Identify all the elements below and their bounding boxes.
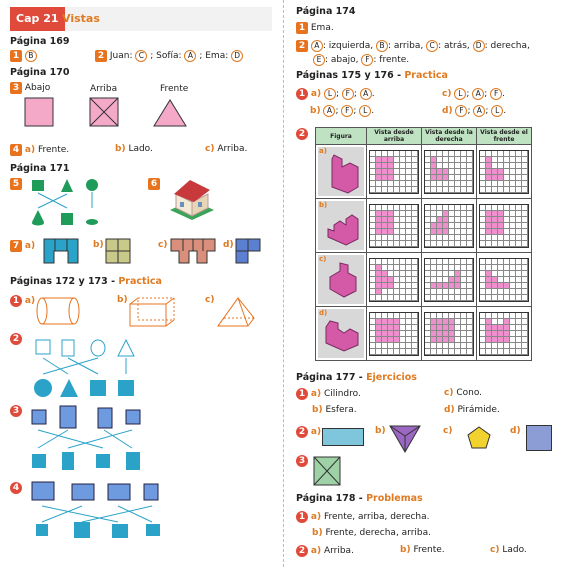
exercise-number-2: 2 [296, 128, 308, 140]
exercise-number-1: 1 [296, 88, 308, 100]
p177-ex1-c [444, 388, 482, 398]
p178-ex1-a [296, 511, 430, 523]
p175-ex1-b: b) A ; F ; L . [310, 106, 375, 116]
heading-sub: Ejercicios [366, 372, 417, 383]
p174-ex2-line2 [313, 54, 409, 66]
label-c: c) [442, 89, 452, 99]
p178-ex2-c [490, 545, 527, 555]
answer-circle: L [454, 88, 466, 100]
square-shape [526, 425, 552, 451]
label-b: b) [400, 545, 411, 555]
chapter-number: Cap 21 [10, 7, 65, 31]
answer-circle: C [135, 50, 147, 62]
sphere-icon [86, 179, 98, 191]
exercise-number-2: 2 [10, 333, 22, 345]
label-d: d) [444, 405, 455, 415]
exercise-number-1: 1 [10, 50, 22, 62]
square-abajo [25, 98, 53, 126]
answer-text: : atrás, [438, 41, 470, 51]
exercise-number-3: 3 [296, 455, 308, 467]
label-c: c) [443, 426, 453, 436]
grid-view [424, 312, 474, 356]
label-juan: Juan: [109, 51, 133, 61]
label-a: a) [24, 296, 36, 306]
exercise-number-2: 2 [296, 426, 308, 438]
heading-text: Página 177 - [296, 372, 363, 383]
answer-circle: F [341, 105, 353, 117]
label-a: a) [24, 145, 36, 155]
label-b: b) [312, 528, 323, 538]
grid-view [369, 312, 419, 356]
p171-ex6 [148, 178, 160, 190]
label-a: a) [310, 512, 322, 522]
p177-ex2 [296, 426, 321, 438]
p172-ex4 [10, 482, 22, 494]
exercise-number-7: 7 [10, 240, 22, 252]
label-ema: ; Ema: [199, 51, 229, 61]
table-row [316, 253, 532, 307]
cube-icon [32, 180, 44, 191]
grid-view [479, 258, 529, 302]
p172-ex3 [10, 405, 22, 417]
answer-circle: L [359, 105, 371, 117]
exercise-number-6: 6 [148, 178, 160, 190]
label-a: a) [310, 89, 322, 99]
answer-circle: E [313, 54, 325, 66]
answer-circle: B [25, 50, 37, 62]
label-b: b) [310, 106, 321, 116]
table-header-arriba: Vista desde arriba [367, 128, 422, 145]
answer-text: Lado. [128, 144, 153, 154]
p170-ex3 [10, 82, 50, 94]
label-a: a) [310, 546, 322, 556]
label-b: b) [375, 426, 386, 436]
p170-ex4 [10, 144, 69, 156]
label-a: a) [310, 427, 322, 437]
figure-cell [316, 199, 367, 253]
exercise-number-3: 3 [10, 82, 22, 94]
answer-circle: A [184, 50, 196, 62]
answer-circle: A [323, 105, 335, 117]
label-c: c) [444, 388, 454, 398]
p178-ex2-a [296, 545, 354, 557]
answer-text: Ema. [310, 23, 334, 33]
page-170-heading: Página 170 [10, 67, 70, 78]
table-header-frente: Vista desde el frente [477, 128, 532, 145]
answer-text: Frente. [37, 145, 70, 155]
table-header-figura: Figura [316, 128, 367, 145]
heading-sub: Problemas [366, 493, 423, 504]
table-row [316, 199, 532, 253]
answer-text: Pirámide. [457, 405, 500, 415]
row-label: b) [319, 201, 328, 209]
p174-ex2-line1 [296, 40, 530, 52]
answer-circle: D [231, 50, 243, 62]
answer-text: Frente, derecha, arriba. [325, 528, 432, 538]
figure-cell [316, 253, 367, 307]
grid-view [424, 150, 474, 194]
p175-ex2 [296, 128, 308, 140]
label-arriba: Arriba [90, 84, 118, 94]
rectangle-shape [322, 428, 364, 446]
answer-circle: A [472, 88, 484, 100]
heading-text: Página 178 - [296, 493, 363, 504]
shape-7c [170, 238, 216, 264]
figure-cell [316, 307, 367, 361]
row-label: d) [319, 309, 328, 317]
answer-text: : frente. [373, 55, 410, 65]
exercise-number-2: 2 [95, 50, 107, 62]
chapter-title: Vistas [62, 12, 100, 25]
grid-view [369, 258, 419, 302]
label-b: b) [115, 144, 126, 154]
label-a: a) [310, 389, 322, 399]
answer-text: Cilindro. [323, 389, 361, 399]
p171-ex7 [10, 240, 35, 252]
views-figures [24, 97, 194, 131]
answer-circle: F [490, 88, 502, 100]
triangle-frente [154, 100, 186, 126]
p172-ex2 [10, 333, 22, 345]
answer-text: Lado. [502, 545, 527, 555]
exercise-number-5: 5 [10, 178, 22, 190]
answer-text: Frente, arriba, derecha. [323, 512, 430, 522]
table-row [316, 307, 532, 361]
triangle-shape [388, 424, 422, 454]
grid-view [424, 204, 474, 248]
p178-ex1-b [312, 528, 431, 538]
p177-ex1-d [444, 405, 500, 415]
pyramid-sketch [214, 296, 258, 332]
column-divider [283, 0, 284, 567]
house-figure [168, 176, 216, 222]
answer-circle: F [342, 88, 354, 100]
page-175-heading [296, 70, 448, 81]
heading-sub: Practica [404, 70, 448, 81]
exercise-number-3: 3 [10, 405, 22, 417]
exercise-number-1: 1 [296, 22, 308, 34]
p170-ex4-b [115, 144, 153, 154]
views-table [315, 127, 532, 361]
blocks-views-figure [28, 478, 174, 544]
prism-sketch [128, 296, 178, 328]
answer-text: : abajo, [325, 55, 359, 65]
answer-circle: B [376, 40, 388, 52]
label-c: c) [205, 295, 215, 305]
answer-text: Frente. [413, 545, 445, 555]
answer-circle: L [491, 105, 503, 117]
table-header-derecha: Vista desde la derecha [422, 128, 477, 145]
grid-view [479, 204, 529, 248]
answer-circle: D [473, 40, 485, 52]
answer-text: : izquierda, [322, 41, 374, 51]
answer-circle: F [455, 105, 467, 117]
p170-ex4-c [205, 144, 247, 154]
shape-7a [43, 238, 79, 264]
heading-text: Páginas 172 y 173 - [10, 276, 116, 287]
table-row [316, 145, 532, 199]
row-label: c) [319, 255, 327, 263]
page-174-heading: Página 174 [296, 6, 356, 17]
label-sofia: ; Sofía: [150, 51, 182, 61]
blocks-matching-figure [28, 404, 148, 474]
answer-text: Arriba. [217, 144, 248, 154]
label-d: d) [510, 426, 521, 436]
answer-text: Esfera. [325, 405, 357, 415]
p177-ex3 [296, 455, 308, 467]
page-177-heading [296, 372, 417, 383]
crossed-square-figure [313, 456, 341, 486]
label-c: c) [158, 240, 168, 250]
exercise-number-2: 2 [296, 40, 308, 52]
exercise-number-4: 4 [10, 144, 22, 156]
page-169-heading: Página 169 [10, 36, 70, 47]
row-label: a) [319, 147, 327, 155]
solids-matching-figure [28, 176, 108, 232]
cylinder-sketch [36, 296, 80, 326]
pentagon-shape [466, 425, 492, 451]
p169-ex2 [95, 50, 243, 62]
p174-ex1 [296, 22, 334, 34]
exercise-number-1: 1 [10, 295, 22, 307]
page-178-heading [296, 493, 423, 504]
figure-cell [316, 145, 367, 199]
shape-7d [235, 238, 261, 264]
label-a: a) [24, 241, 36, 251]
p175-ex1-c: c) L ; A ; F . [442, 89, 506, 99]
grid-view [479, 312, 529, 356]
label-b: b) [93, 240, 104, 250]
p172-ex1 [10, 295, 35, 307]
label-c: c) [490, 545, 500, 555]
label-frente: Frente [160, 84, 189, 94]
p171-ex5 [10, 178, 22, 190]
p175-ex1-d: d) F ; A ; L . [442, 106, 507, 116]
page-172-heading [10, 276, 162, 287]
grid-view [424, 258, 474, 302]
views-matching-figure [28, 330, 158, 402]
answer-text: Arriba. [323, 546, 354, 556]
label-abajo: Abajo [24, 83, 51, 93]
exercise-number-1: 1 [296, 511, 308, 523]
answer-text: : derecha, [484, 41, 530, 51]
answer-circle: F [361, 54, 373, 66]
p169-ex1 [10, 50, 37, 62]
shape-7b [105, 238, 131, 264]
label-d: d) [442, 106, 453, 116]
heading-sub: Practica [118, 276, 162, 287]
grid-view [369, 150, 419, 194]
answer-text: : arriba, [387, 41, 424, 51]
exercise-number-1: 1 [296, 388, 308, 400]
heading-text: Páginas 175 y 176 - [296, 70, 402, 81]
answer-circle: A [473, 105, 485, 117]
answer-circle: L [324, 88, 336, 100]
answer-circle: C [426, 40, 438, 52]
p178-ex2-b [400, 545, 445, 555]
p175-ex1-a: 1 a) L ; F ; A . [296, 88, 375, 100]
exercise-number-4: 4 [10, 482, 22, 494]
page-171-heading: Página 171 [10, 163, 70, 174]
pyramid-icon [61, 179, 73, 192]
p177-ex1-b [312, 405, 357, 415]
grid-view [369, 204, 419, 248]
exercise-number-2: 2 [296, 545, 308, 557]
answer-text: Cono. [456, 388, 483, 398]
grid-view [479, 150, 529, 194]
answer-circle: A [360, 88, 372, 100]
label-d: d) [223, 240, 234, 250]
answer-circle: A [311, 40, 323, 52]
label-b: b) [312, 405, 323, 415]
label-b: b) [117, 295, 128, 305]
p177-ex1-a [296, 388, 361, 400]
label-c: c) [205, 144, 215, 154]
